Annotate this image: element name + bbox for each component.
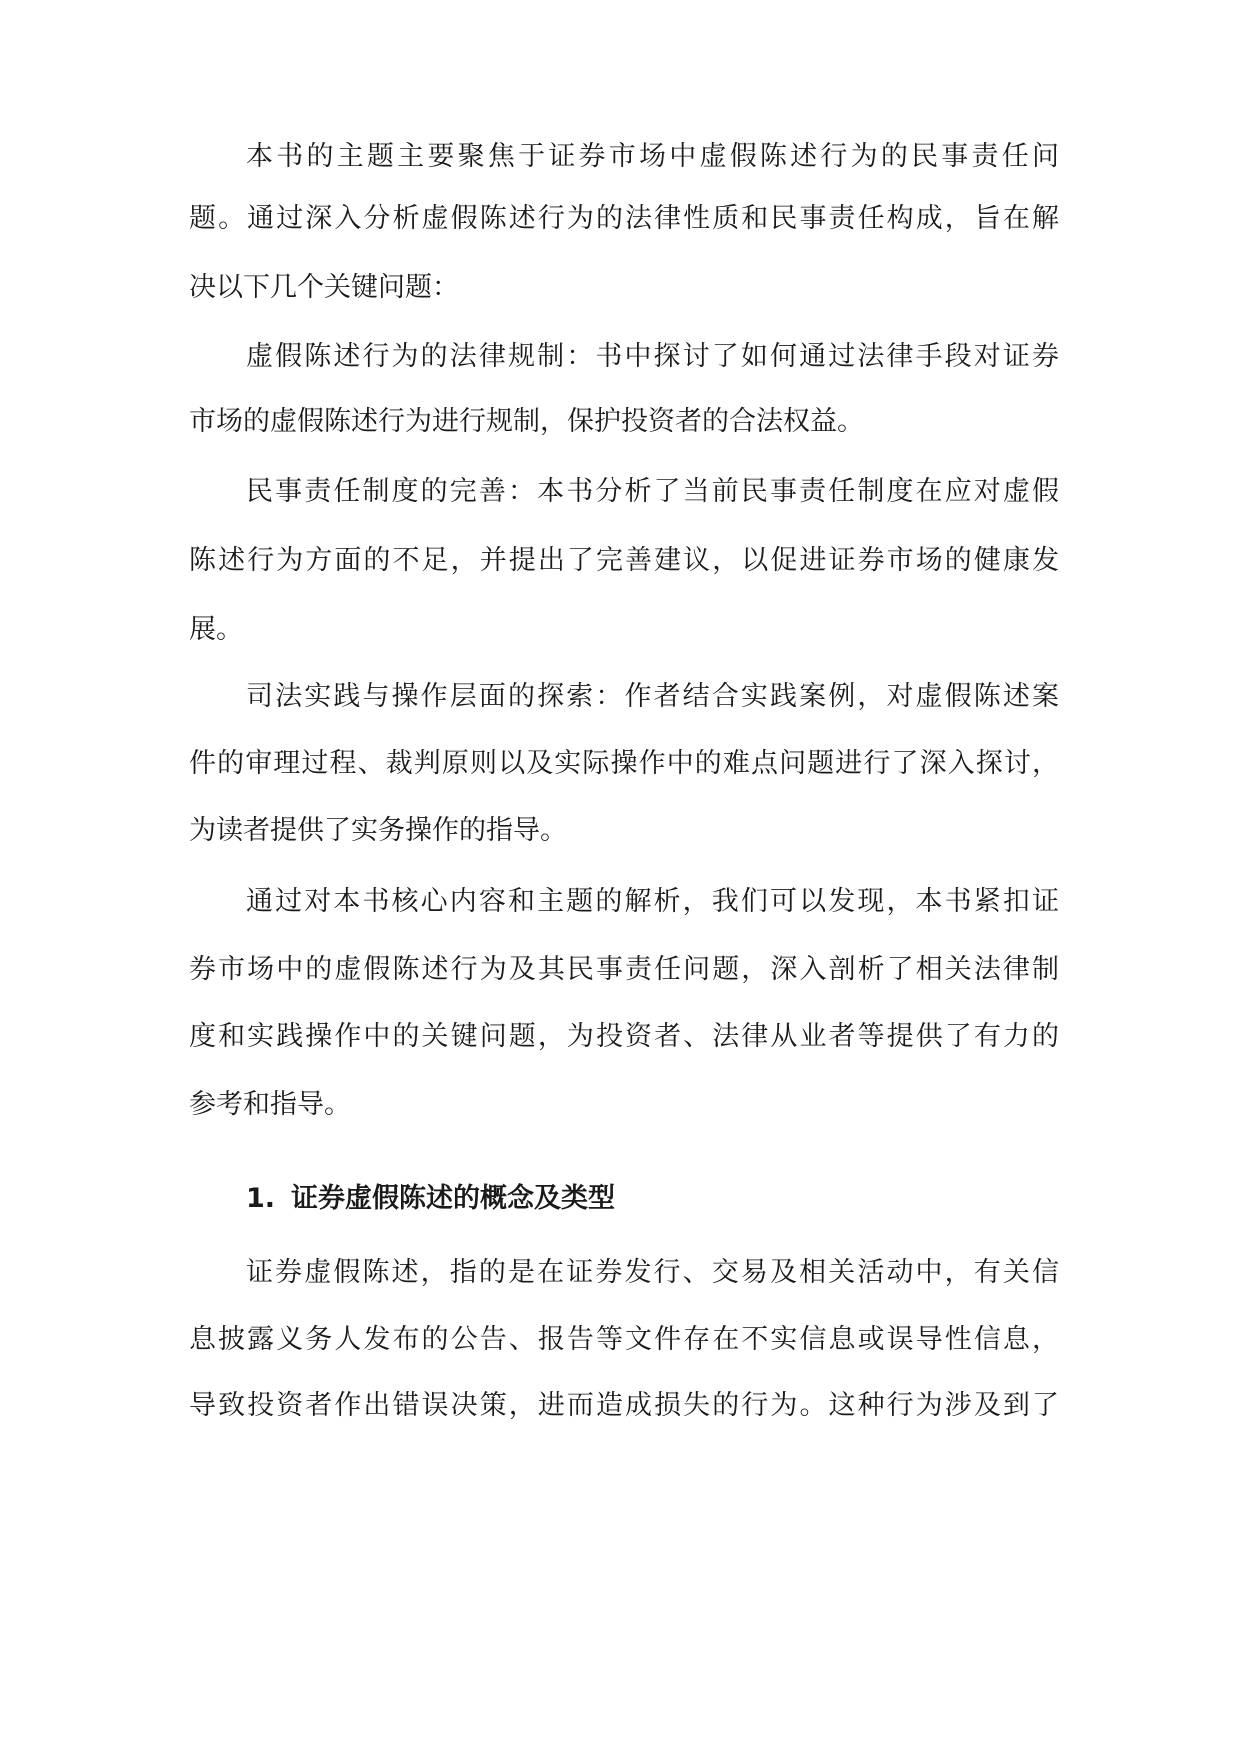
section-heading-number: 1. xyxy=(246,1183,276,1214)
paragraph-4-line-2: 件的审理过程、裁判原则以及实际操作中的难点问题进行了深入探讨， xyxy=(189,748,1059,779)
paragraph-5-line-2: 券市场中的虚假陈述行为及其民事责任问题，深入剖析了相关法律制 xyxy=(189,954,1059,985)
section-heading xyxy=(246,1173,1059,1225)
paragraph-4-line-3: 为读者提供了实务操作的指导。 xyxy=(189,815,567,846)
paragraph-4-line-1: 司法实践与操作层面的探索：作者结合实践案例，对虚假陈述案 xyxy=(246,681,1059,712)
paragraph-3-line-2: 陈述行为方面的不足，并提出了完善建议，以促进证券市场的健康发 xyxy=(189,545,1059,576)
section-heading-title: 证券虚假陈述的概念及类型 xyxy=(291,1183,615,1214)
paragraph-3-line-3: 展。 xyxy=(189,614,243,645)
paragraph-5-line-4: 参考和指导。 xyxy=(189,1089,351,1120)
paragraph-5-line-3: 度和实践操作中的关键问题，为投资者、法律从业者等提供了有力的 xyxy=(189,1021,1059,1052)
paragraph-2-line-2: 市场的虚假陈述行为进行规制，保护投资者的合法权益。 xyxy=(189,406,864,437)
paragraph-2-line-1: 虚假陈述行为的法律规制：书中探讨了如何通过法律手段对证券 xyxy=(246,341,1059,372)
section-paragraph-line-1: 证券虚假陈述，指的是在证券发行、交易及相关活动中，有关信 xyxy=(246,1257,1059,1288)
section-paragraph-line-3: 导致投资者作出错误决策，进而造成损失的行为。这种行为涉及到了 xyxy=(189,1390,1059,1421)
paragraph-5-line-1: 通过对本书核心内容和主题的解析，我们可以发现，本书紧扣证 xyxy=(246,886,1059,917)
paragraph-1-line-2: 题。通过深入分析虚假陈述行为的法律性质和民事责任构成，旨在解 xyxy=(189,203,1059,234)
section-paragraph-line-2: 息披露义务人发布的公告、报告等文件存在不实信息或误导性信息， xyxy=(189,1324,1059,1355)
paragraph-3-line-1: 民事责任制度的完善：本书分析了当前民事责任制度在应对虚假 xyxy=(246,476,1059,507)
paragraph-1-line-3: 决以下几个关键问题： xyxy=(189,272,459,303)
paragraph-1-line-1: 本书的主题主要聚焦于证券市场中虚假陈述行为的民事责任问 xyxy=(246,141,1059,172)
